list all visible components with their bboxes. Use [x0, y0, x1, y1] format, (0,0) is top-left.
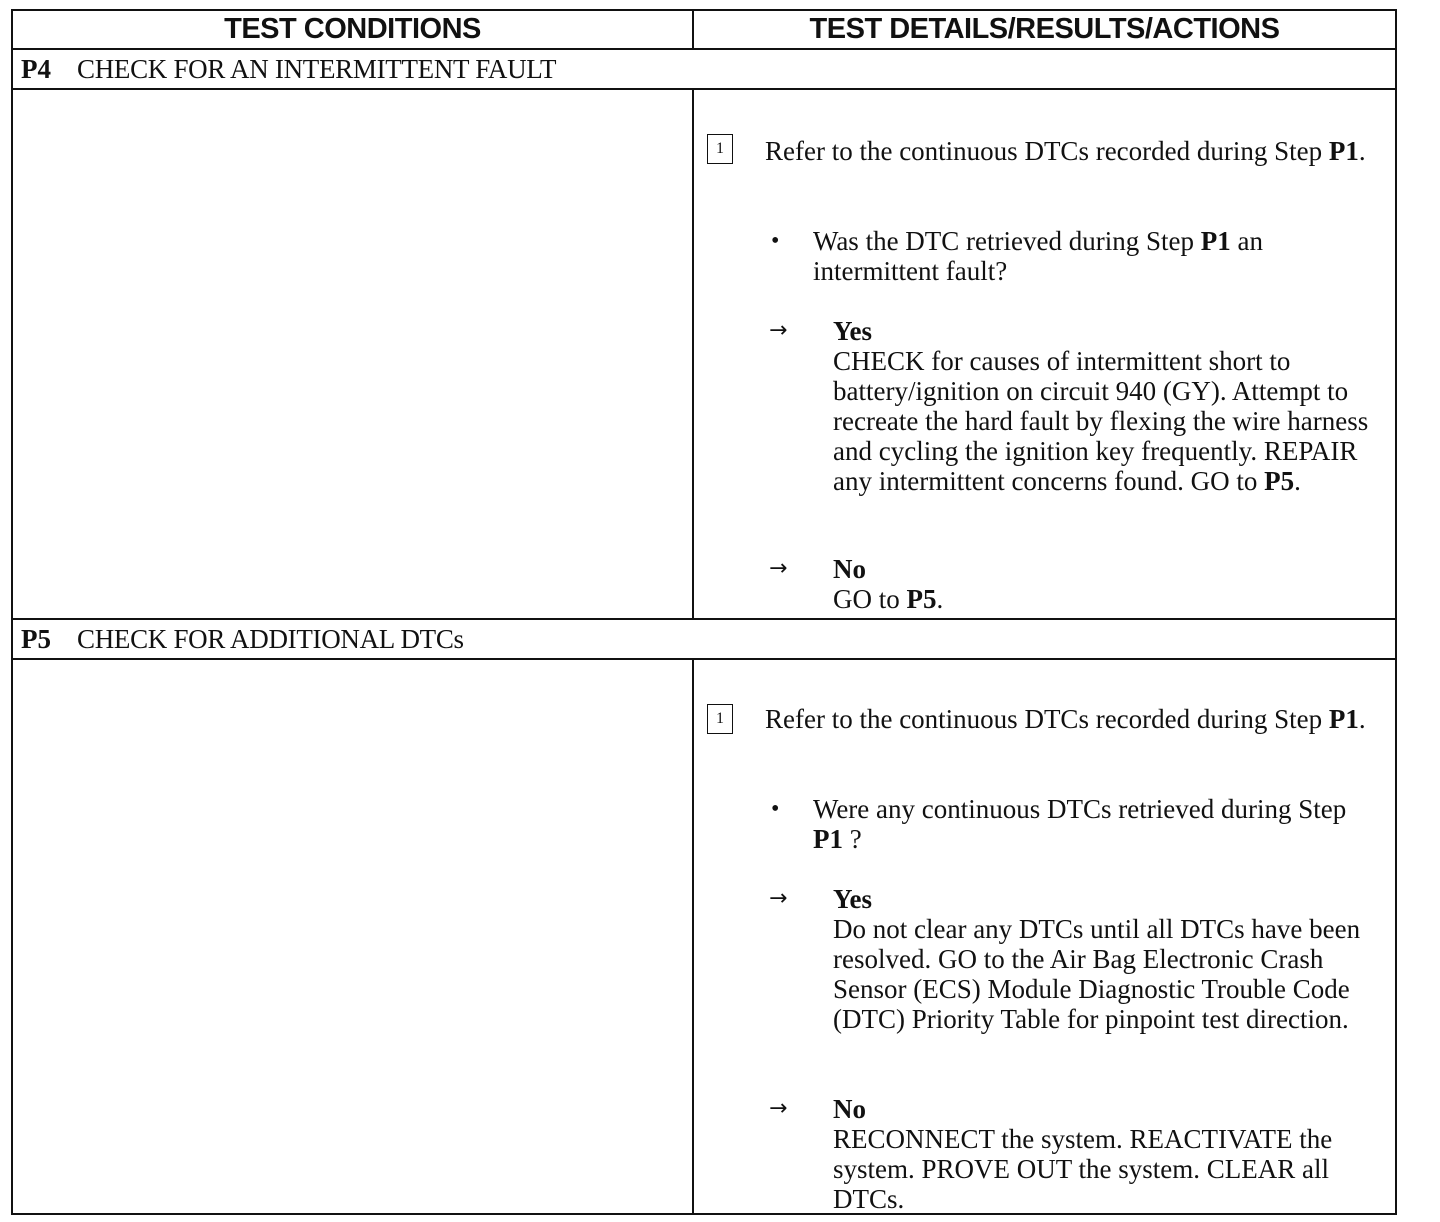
- answer-yes: [833, 316, 1385, 496]
- step-title: CHECK FOR ADDITIONAL DTCs: [77, 623, 464, 654]
- step-details-p4: [695, 90, 1395, 618]
- step-id: P5: [21, 623, 51, 654]
- answer-yes: [833, 884, 1385, 1034]
- answer-label: Yes: [833, 316, 872, 346]
- step-details-p5: [695, 660, 1395, 1215]
- answer-text: CHECK for causes of intermittent short to battery/ignition on circuit 940 (GY). Attempt to recreate the hard fault by flexing the wire harness and cycling the ignition key frequently. REPAIR any intermittent concerns found. GO to P5.: [833, 346, 1369, 496]
- diagnostic-table: [11, 9, 1397, 1215]
- arrow-right-icon: →: [769, 556, 788, 581]
- bullet-icon: •: [771, 796, 780, 822]
- header-test-details: TEST DETAILS/RESULTS/ACTIONS: [694, 11, 1395, 50]
- question: Were any continuous DTCs retrieved during Step P1 ?: [813, 794, 1347, 854]
- step-number-box: 1: [707, 134, 733, 164]
- step-title: CHECK FOR AN INTERMITTENT FAULT: [77, 53, 557, 84]
- arrow-right-icon: →: [769, 318, 788, 343]
- answer-label: No: [833, 554, 866, 584]
- answer-no: [833, 554, 1385, 614]
- step-row-p4: [13, 50, 1395, 90]
- answer-text: GO to P5.: [833, 584, 944, 614]
- instruction: Refer to the continuous DTCs recorded during Step P1.: [765, 704, 1366, 734]
- instruction: Refer to the continuous DTCs recorded during Step P1.: [765, 136, 1366, 166]
- question: Was the DTC retrieved during Step P1 an intermittent fault?: [813, 226, 1263, 286]
- answer-no: [833, 1094, 1385, 1214]
- answer-label: Yes: [833, 884, 872, 914]
- step-number-box: 1: [707, 704, 733, 734]
- bullet-icon: •: [771, 228, 780, 254]
- answer-text: RECONNECT the system. REACTIVATE the system. PROVE OUT the system. CLEAR all DTCs.: [833, 1124, 1333, 1214]
- arrow-right-icon: →: [769, 886, 788, 911]
- answer-text: Do not clear any DTCs until all DTCs have been resolved. GO to the Air Bag Electronic Crash Sensor (ECS) Module Diagnostic Trouble Code (DTC) Priority Table for pinpoint test direction.: [833, 914, 1361, 1034]
- step-id: P4: [21, 53, 51, 84]
- arrow-right-icon: →: [769, 1096, 788, 1121]
- column-divider: [692, 90, 694, 618]
- header-test-conditions: TEST CONDITIONS: [13, 11, 694, 50]
- column-divider: [692, 660, 694, 1215]
- answer-label: No: [833, 1094, 866, 1124]
- step-row-p5: [13, 618, 1395, 660]
